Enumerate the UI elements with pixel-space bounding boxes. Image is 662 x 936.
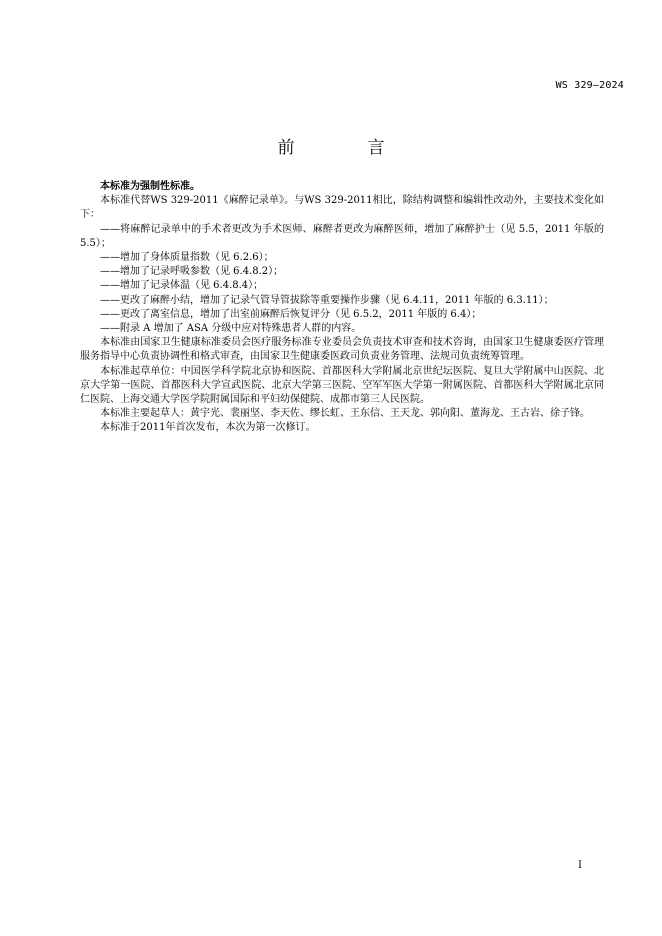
publication-history-paragraph: 本标准于2011年首次发布，本次为第一次修订。 bbox=[100, 422, 316, 434]
change-item: ——增加了记录体温（见 6.4.8.4）； bbox=[100, 280, 264, 292]
standard-code: WS 329—2024 bbox=[555, 80, 624, 91]
change-item: ——增加了记录呼吸参数（见 6.4.8.2）； bbox=[100, 266, 284, 278]
review-paragraph: 本标准由国家卫生健康标准委员会医疗服务标准专业委员会负责技术审查和技术咨询，由国家卫生健康委医疗管理服务指导中心负责协调性和格式审查，由国家卫生健康委医政司负责业务管理、法规司负责统筹管理。 bbox=[80, 337, 604, 363]
replacement-paragraph: 本标准代替WS 329-2011《麻醉记录单》。与WS 329-2011相比，除结构调整和编辑性改动外，主要技术变化如下： bbox=[80, 195, 604, 221]
change-item: ——增加了身体质量指数（见 6.2.6）； bbox=[100, 252, 274, 264]
change-item: ——将麻醉记录单中的手术者更改为手术医师、麻醉者更改为麻醉医师，增加了麻醉护士（见 5.5，2011 年版的 5.5）； bbox=[80, 223, 604, 249]
foreword-body bbox=[80, 180, 604, 436]
page-number: I bbox=[578, 860, 582, 871]
change-item: ——更改了麻醉小结，增加了记录气管导管拔除等重要操作步骤（见 6.4.11，2011 年版的 6.3.11）； bbox=[100, 294, 554, 306]
drafting-units-paragraph: 本标准起草单位：中国医学科学院北京协和医院、首都医科大学附属北京世纪坛医院、复旦大学附属中山医院、北京大学第一医院、首都医科大学宣武医院、北京大学第三医院、空军军医大学第一附属医院、首都医科大学附属北京同仁医院、上海交通大学医学院附属国际和平妇幼保健院、成都市第三人民医院。 bbox=[80, 365, 604, 406]
change-item: ——附录 A 增加了 ASA 分级中应对特殊患者人群的内容。 bbox=[100, 323, 362, 335]
change-item: ——更改了离室信息，增加了出室前麻醉后恢复评分（见 6.5.2，2011 年版的 6.4）； bbox=[100, 308, 482, 320]
mandatory-statement: 本标准为强制性标准。 bbox=[100, 181, 200, 192]
drafters-paragraph: 本标准主要起草人：黄宇光、裴丽坚、李天佐、缪长虹、王东信、王天龙、郭向阳、董海龙、王古岩、徐子锋。 bbox=[100, 408, 590, 420]
changes-list bbox=[80, 223, 604, 337]
page-title: 前 言 bbox=[277, 138, 413, 158]
